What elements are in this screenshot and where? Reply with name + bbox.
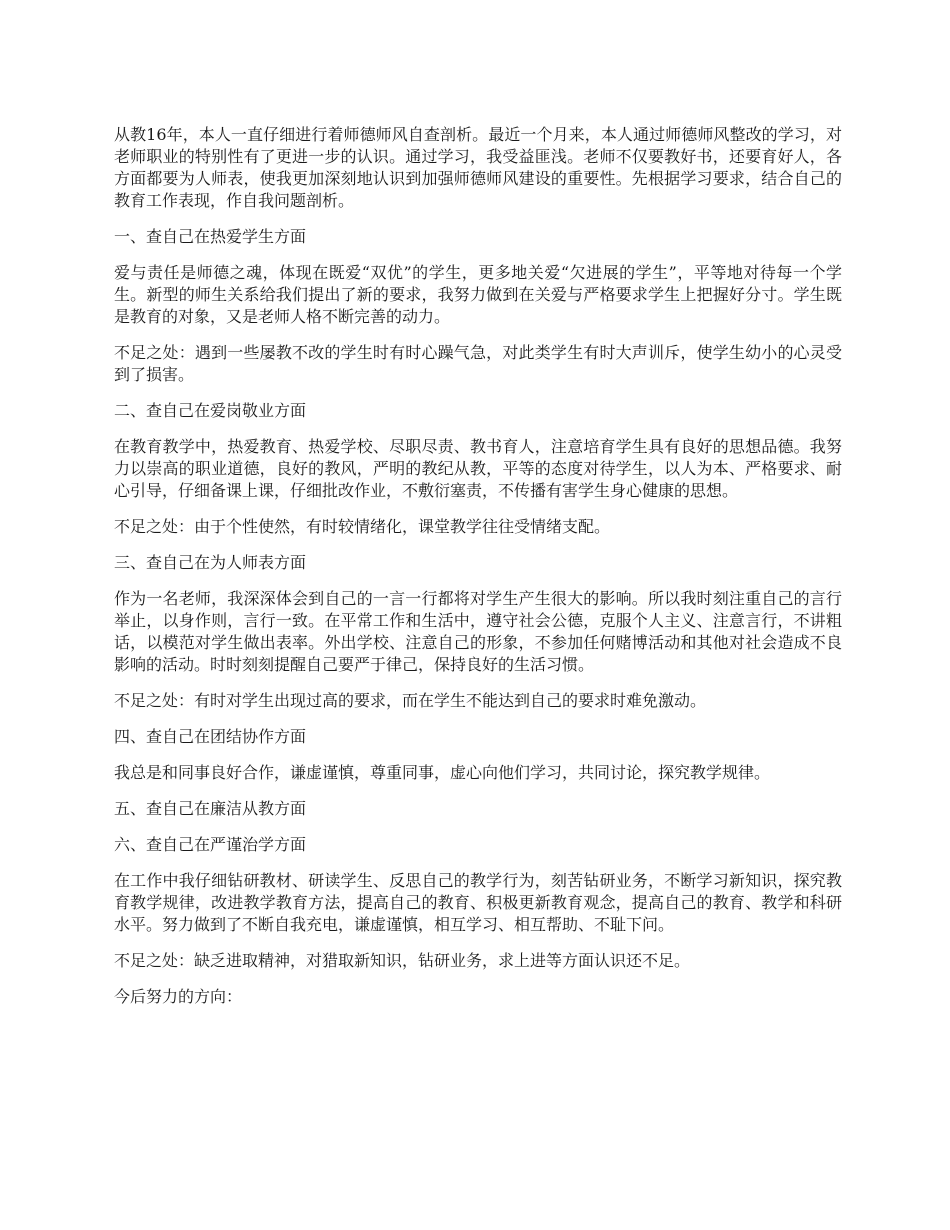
- role-model-paragraph: 作为一名老师，我深深体会到自己的一言一行都将对学生产生很大的影响。所以我时刻注重自己的言行举止，以身作则，言行一致。在平常工作和生活中，遵守社会公德，克服个人主义、注意言行，不讲粗话，以模范对学生做出表率。外出学校、注意自己的形象，不参加任何赌博活动和其他对社会造成不良影响的活动。时时刻刻提醒自己要严于律己，保持良好的生活习惯。: [114, 589, 842, 674]
- section-heading-dedication: 二、查自己在爱岗敬业方面: [114, 401, 307, 420]
- section-heading-role-model: 三、查自己在为人师表方面: [114, 553, 307, 572]
- section-heading-rigorous-study: 六、查自己在严谨治学方面: [114, 835, 307, 854]
- dedication-shortcoming: 不足之处：由于个性使然，有时较情绪化，课堂教学往往受情绪支配。: [114, 517, 611, 536]
- role-model-shortcoming: 不足之处：有时对学生出现过高的要求，而在学生不能达到自己的要求时难免激动。: [114, 691, 707, 710]
- dedication-paragraph: 在教育教学中，热爱教育、热爱学校、尽职尽责、教书育人，注意培育学生具有良好的思想品德。我努力以崇高的职业道德，良好的教风，严明的教纪从教，平等的态度对待学生，以人为本、严格要求、耐心引导，仔细备课上课，仔细批改作业，不敷衍塞责，不传播有害学生身心健康的思想。: [114, 437, 842, 500]
- future-direction-heading: 今后努力的方向：: [114, 987, 243, 1006]
- intro-paragraph: 从教16年，本人一直仔细进行着师德师风自查剖析。最近一个月来，本人通过师德师风整改的学习，对老师职业的特别性有了更进一步的认识。通过学习，我受益匪浅。老师不仅要教好书，还要育好人，各方面都要为人师表，使我更加深刻地认识到加强师德师风建设的重要性。先根据学习要求，结合自己的教育工作表现，作自我问题剖析。: [114, 125, 842, 210]
- love-students-shortcoming: 不足之处：遇到一些屡教不改的学生时有时心躁气急，对此类学生有时大声训斥，使学生幼小的心灵受到了损害。: [114, 343, 842, 384]
- teamwork-paragraph: 我总是和同事良好合作，谦虚谨慎，尊重同事，虚心向他们学习，共同讨论，探究教学规律。: [114, 763, 771, 782]
- rigorous-study-shortcoming: 不足之处：缺乏进取精神，对猎取新知识，钻研业务，求上进等方面认识还不足。: [114, 951, 691, 970]
- rigorous-study-paragraph: 在工作中我仔细钻研教材、研读学生、反思自己的教学行为，刻苦钻研业务，不断学习新知识，探究教育教学规律，改进教学教育方法，提高自己的教育、积极更新教育观念，提高自己的教育、教学和科研水平。努力做到了不断自我充电，谦虚谨慎，相互学习、相互帮助、不耻下问。: [114, 871, 842, 934]
- document-page: [114, 124, 842, 1022]
- love-students-paragraph: 爱与责任是师德之魂，体现在既爱“双优”的学生，更多地关爱“欠进展的学生”，平等地对待每一个学生。新型的师生关系给我们提出了新的要求，我努力做到在关爱与严格要求学生上把握好分寸。学生既是教育的对象，又是老师人格不断完善的动力。: [114, 263, 842, 326]
- section-heading-teamwork: 四、查自己在团结协作方面: [114, 727, 307, 746]
- section-heading-integrity: 五、查自己在廉洁从教方面: [114, 799, 307, 818]
- section-heading-love-students: 一、查自己在热爱学生方面: [114, 227, 307, 246]
